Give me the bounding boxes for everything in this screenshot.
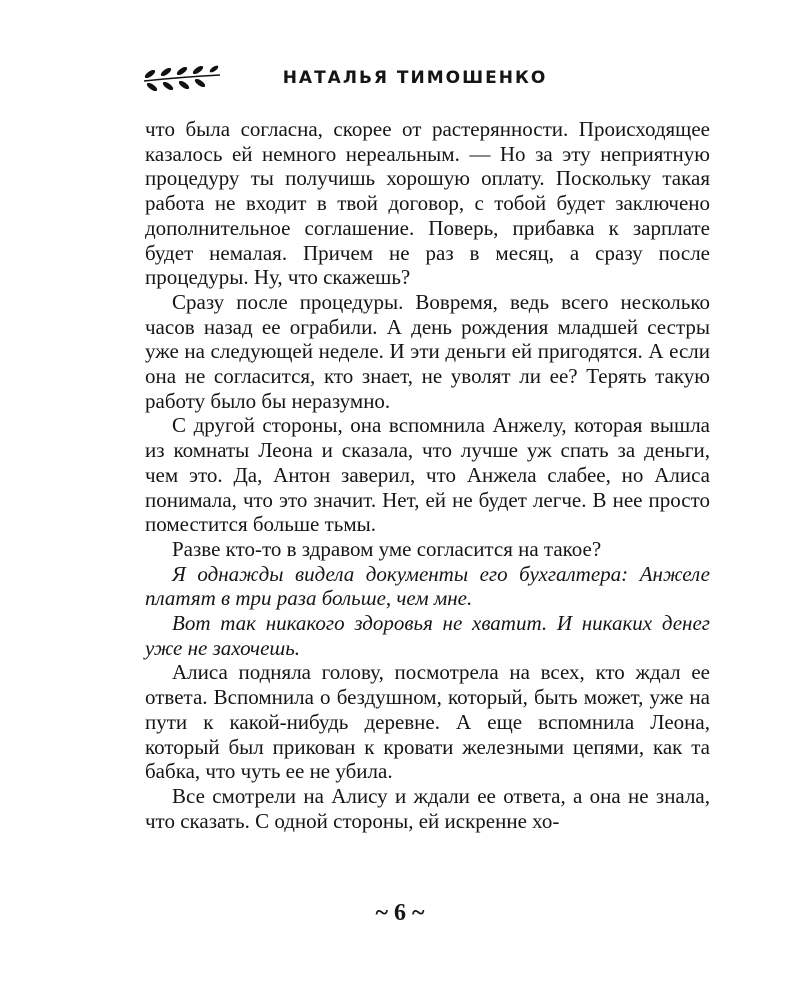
paragraph: Алиса подняла голову, посмотрела на всех, кто ждал ее ответа. Вспомнила о бездушном, который, быть может, уже на пути к какой-нибудь деревне. А еще вспомнила Леона, который был прикован к кровати железными цепями, как та бабка, что чуть ее не убила. (145, 660, 710, 784)
paragraph: Все смотрели на Алису и ждали ее ответа, а она не знала, что сказать. С одной стороны, ей искренне хо- (145, 783, 710, 833)
running-header (0, 60, 800, 100)
body-text (145, 117, 710, 833)
paragraph: Сразу после процедуры. Вовремя, ведь всего несколько часов назад ее ограбили. А день рождения младшей сестры уже на следующей неделе. И эти деньги ей пригодятся. А если она не согласится, кто знает, не уволят ли ее? Терять такую работу было бы неразумно. (145, 289, 710, 413)
paragraph: С другой стороны, она вспомнила Анжелу, которая вышла из комнаты Леона и сказала, что лучше уж спать за деньги, чем это. Да, Антон заверил, что Анжела слабее, но Алиса понимала, что это значит. Нет, ей не будет легче. В нее просто поместится больше тьмы. (145, 413, 710, 537)
paragraph: Разве кто-то в здравом уме согласится на такое? (172, 536, 602, 561)
italic-thought: Я однажды видела документы его бухгалтера: Анжеле платят в три раза больше, чем мне. (145, 561, 710, 611)
paragraph: что была согласна, скорее от растерянности. Происходящее казалось ей немного нереальным. — Но за эту неприятную процедуру ты получишь хорошую оплату. Поскольку такая работа не входит в твой договор, с тобой будет заключено дополнительное соглашение. Поверь, прибавка к зарплате будет немалая. Причем не раз в месяц, а сразу после процедуры. Ну, что скажешь? (145, 117, 710, 290)
author-name: НАТАЛЬЯ ТИМОШЕНКО (282, 68, 548, 88)
page-number: ~ 6 ~ (375, 900, 425, 926)
italic-thought: Вот так никакого здоровья не хватит. И никаких денег уже не захочешь. (145, 611, 710, 660)
